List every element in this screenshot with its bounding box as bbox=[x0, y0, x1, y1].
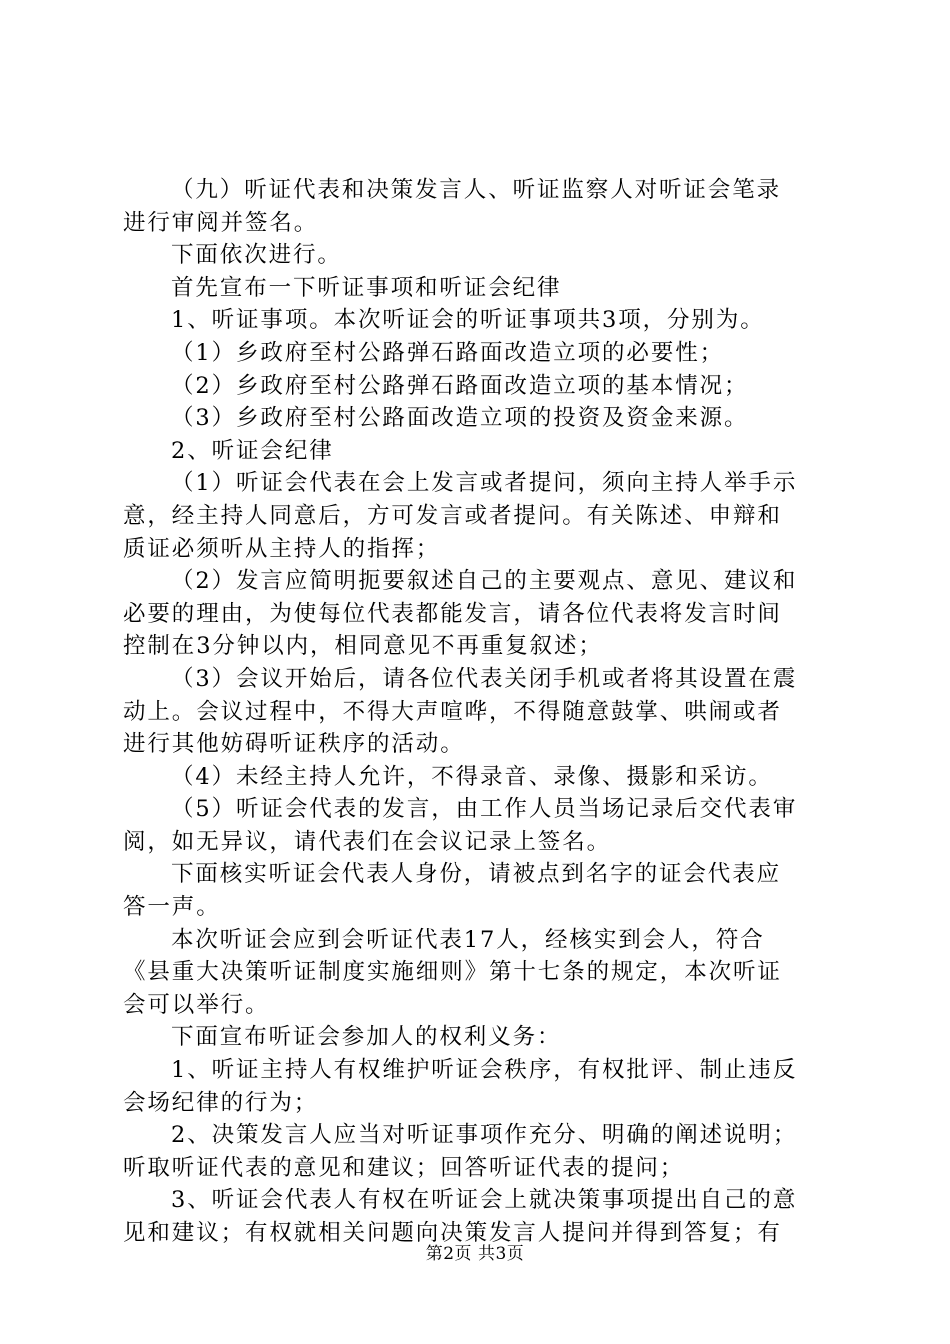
text-line: 见和建议；有权就相关问题向决策发言人提问并得到答复；有 bbox=[123, 1220, 782, 1246]
text-line: （2）发言应简明扼要叙述自己的主要观点、意见、建议和 bbox=[171, 568, 798, 595]
text-line: 下面核实听证会代表人身份，请被点到名字的证会代表应 bbox=[171, 861, 782, 888]
text-line: 听取听证代表的意见和建议；回答听证代表的提问； bbox=[123, 1154, 685, 1181]
text-line: （九）听证代表和决策发言人、听证监察人对听证会笔录 bbox=[171, 177, 782, 203]
text-line: 进行其他妨碍听证秩序的活动。 bbox=[123, 731, 465, 758]
text-line: （4）未经主持人允许，不得录音、录像、摄影和采访。 bbox=[171, 763, 773, 790]
text-line: （3）会议开始后，请各位代表关闭手机或者将其设置在震 bbox=[171, 665, 798, 692]
text-line: 1、听证事项。本次听证会的听证事项共3项，分别为。 bbox=[171, 307, 765, 334]
text-line: 首先宣布一下听证事项和听证会纪律 bbox=[171, 274, 562, 301]
text-line: （2）乡政府至村公路弹石路面改造立项的基本情况； bbox=[171, 372, 749, 399]
text-line: 下面依次进行。 bbox=[171, 242, 342, 269]
text-line: 《县重大决策听证制度实施细则》第十七条的规定，本次听证 bbox=[123, 959, 782, 986]
text-line: （1）乡政府至村公路弹石路面改造立项的必要性； bbox=[171, 339, 725, 366]
text-line: （3）乡政府至村公路面改造立项的投资及资金来源。 bbox=[171, 405, 749, 432]
text-line: 必要的理由，为使每位代表都能发言，请各位代表将发言时间 bbox=[123, 600, 782, 627]
text-line: 2、听证会纪律 bbox=[171, 437, 334, 464]
text-line: 3、听证会代表人有权在听证会上就决策事项提出自己的意 bbox=[171, 1187, 798, 1214]
page-number-footer: 第2页 共3页 bbox=[425, 1244, 525, 1264]
text-line: 控制在3分钟以内，相同意见不再重复叙述； bbox=[123, 633, 603, 660]
text-line: 质证必须听从主持人的指挥； bbox=[123, 535, 441, 562]
text-line: （1）听证会代表在会上发言或者提问，须向主持人举手示 bbox=[171, 470, 798, 497]
text-line: 进行审阅并签名。 bbox=[123, 209, 319, 236]
text-line: 下面宣布听证会参加人的权利义务： bbox=[171, 1024, 562, 1051]
text-line: 1、听证主持人有权维护听证会秩序，有权批评、制止违反 bbox=[171, 1057, 798, 1084]
text-line: 答一声。 bbox=[123, 894, 221, 921]
document-body bbox=[123, 174, 833, 1250]
text-line: 阅，如无异议，请代表们在会议记录上签名。 bbox=[123, 828, 612, 855]
text-line: 会场纪律的行为； bbox=[123, 1089, 319, 1116]
text-line: （5）听证会代表的发言，由工作人员当场记录后交代表审 bbox=[171, 796, 798, 823]
text-line: 本次听证会应到会听证代表17人，经核实到会人，符合 bbox=[171, 926, 765, 953]
text-line: 动上。会议过程中，不得大声喧哗，不得随意鼓掌、哄闹或者 bbox=[123, 698, 782, 725]
text-line: 2、决策发言人应当对听证事项作充分、明确的阐述说明； bbox=[171, 1122, 798, 1149]
text-line: 会可以举行。 bbox=[123, 991, 270, 1018]
text-line: 意，经主持人同意后，方可发言或者提问。有关陈述、申辩和 bbox=[123, 502, 782, 529]
